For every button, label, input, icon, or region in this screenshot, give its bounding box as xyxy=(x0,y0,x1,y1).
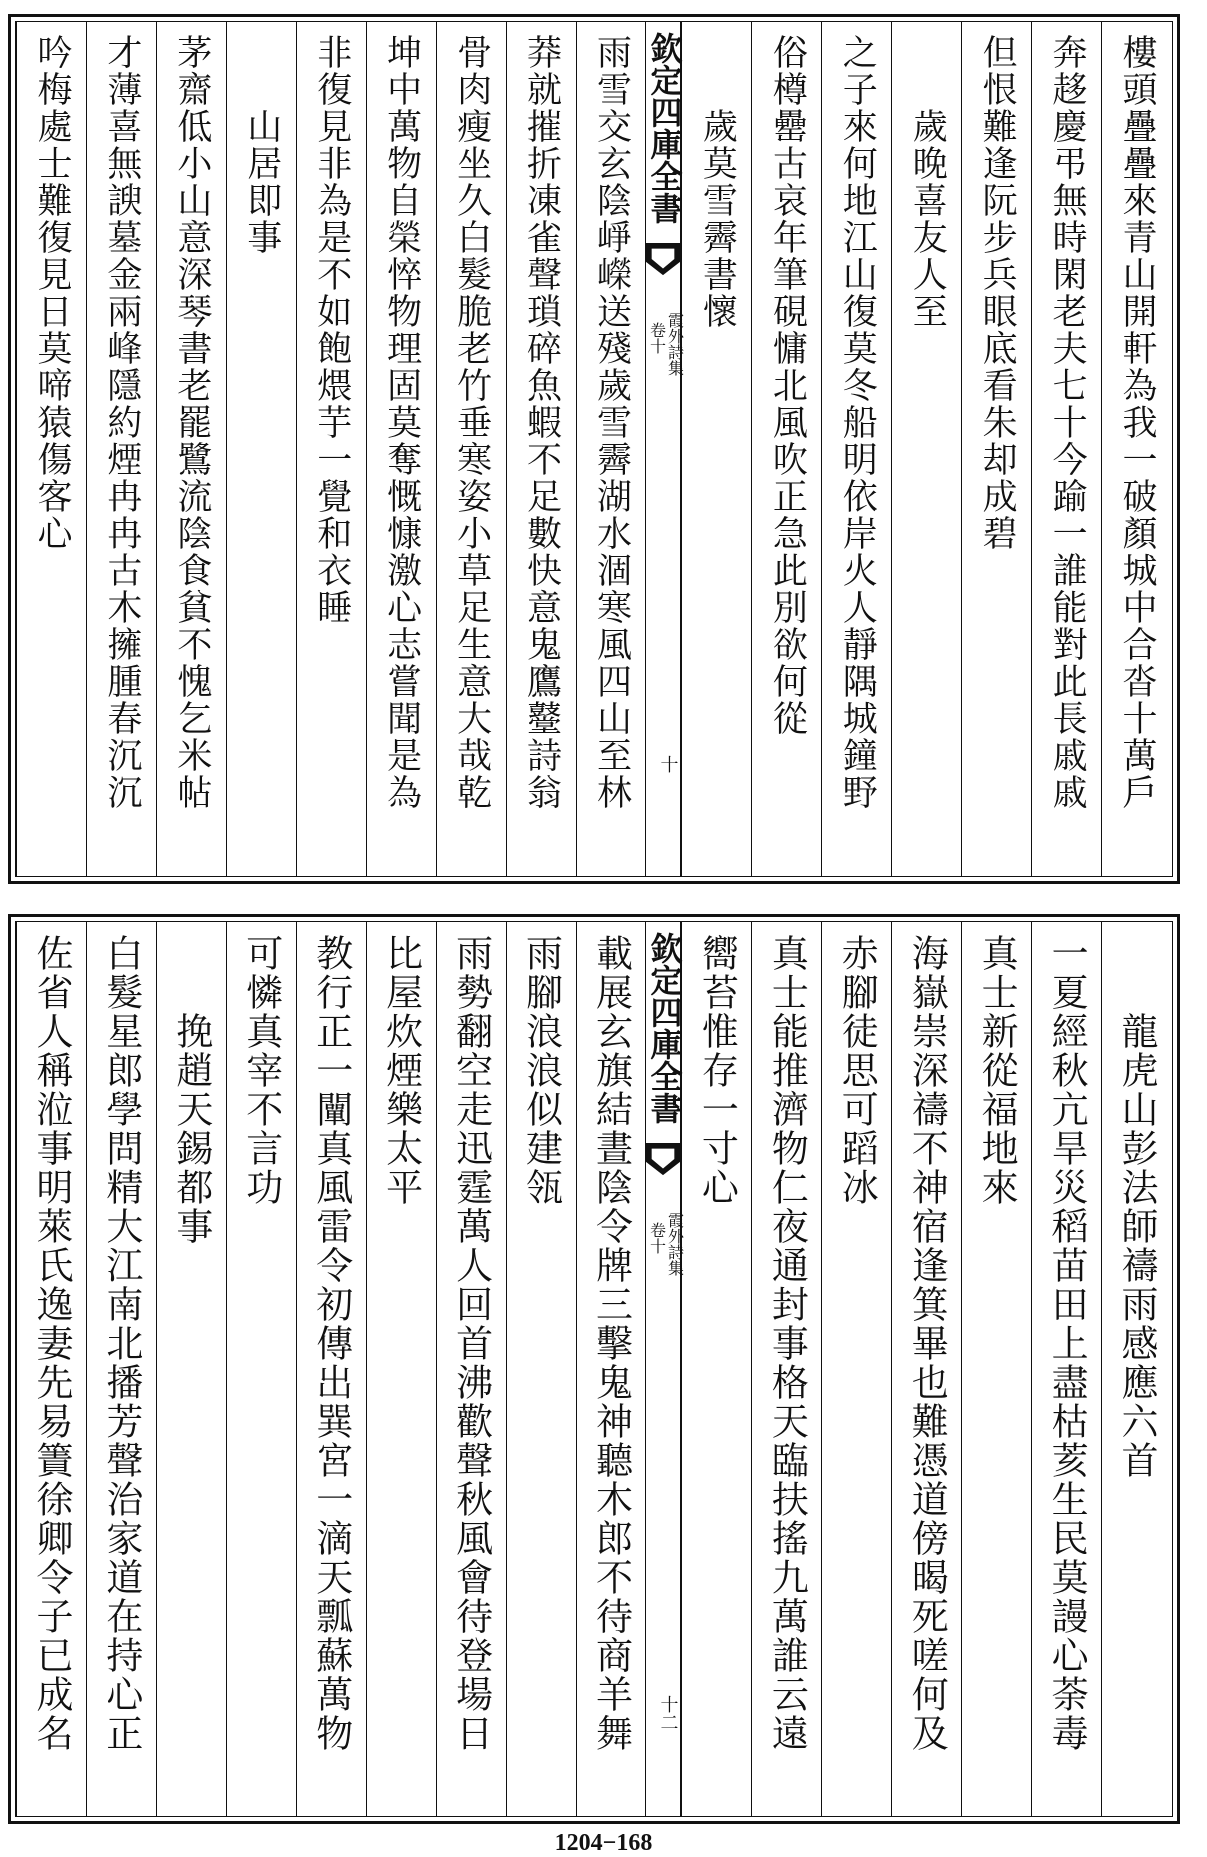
column-text: 俗樽罍古哀年筆硯慵北風吹正急此別欲何從 xyxy=(767,34,808,737)
column-text: 雨雪交玄陰崢嶸送殘歲雪霽湖水涸寒風四山至林 xyxy=(591,34,632,811)
text-column xyxy=(16,922,86,1816)
text-column xyxy=(961,22,1031,876)
column-text: 吟梅處士難復見日莫啼猿傷客心 xyxy=(31,34,72,552)
column-text: 教行正一闡真風雷令初傳出巽宮一滴天瓢蘇萬物 xyxy=(309,934,353,1753)
page-number-footer: 1204−168 xyxy=(554,1830,653,1856)
column-text: 歲莫雪霽書懷 xyxy=(697,108,738,330)
column-text: 比屋炊煙樂太平 xyxy=(379,934,423,1207)
column-text: 奔趍慶弔無時閑老夫七十今踰一誰能對此長戚戚 xyxy=(1047,34,1088,811)
bottom-page-text-area xyxy=(15,921,1173,1817)
text-column xyxy=(86,922,156,1816)
bottom-page-panel xyxy=(8,914,1180,1824)
center-gutter xyxy=(645,22,685,876)
text-column xyxy=(961,922,1031,1816)
column-text: 茅齋低小山意深琴書老罷鷺流陰食貧不愧乞米帖 xyxy=(171,34,212,811)
gutter-title: 欽定四庫全書 xyxy=(645,932,684,1124)
text-column xyxy=(1101,922,1171,1816)
text-column xyxy=(681,922,751,1816)
top-page-panel xyxy=(8,14,1180,884)
text-column xyxy=(506,922,576,1816)
text-column xyxy=(681,22,751,876)
text-column xyxy=(891,22,961,876)
fishtail-mark-icon xyxy=(646,1142,680,1178)
column-text: 才薄喜無諛墓金兩峰隱約煙冉冉古木擁腫春沉沉 xyxy=(101,34,142,811)
text-column xyxy=(296,22,366,876)
text-column xyxy=(891,922,961,1816)
column-text: 龍虎山彭法師禱雨感應六首 xyxy=(1115,1012,1159,1480)
column-text: 真士新從福地來 xyxy=(975,934,1019,1207)
text-column xyxy=(366,922,436,1816)
text-column xyxy=(86,22,156,876)
column-text: 雨腳浪浪似建瓴 xyxy=(519,934,563,1207)
text-column xyxy=(296,922,366,1816)
text-column xyxy=(1031,922,1101,1816)
column-text: 佐省人稱涖事明萊氏逸妻先易簀徐卿令子已成名 xyxy=(29,934,73,1753)
gutter-book-title: 霞外詩集 xyxy=(665,1212,685,1276)
column-text: 莽就摧折凍雀聲瑣碎魚蝦不足數快意鬼鷹鼞詩翁 xyxy=(521,34,562,811)
text-column xyxy=(751,922,821,1816)
text-column xyxy=(751,22,821,876)
text-column xyxy=(16,22,86,876)
gutter-volume: 卷十 xyxy=(647,322,667,354)
column-text: 真士能推濟物仁夜通封事格天臨扶搖九萬誰云遠 xyxy=(765,934,809,1753)
gutter-page-number: 十二 xyxy=(657,1695,679,1731)
column-text: 樓頭疊疊來青山開軒為我一破顏城中合沓十萬戶 xyxy=(1117,34,1158,811)
column-text: 載展玄旗結晝陰令牌三擊鬼神聽木郎不待商羊舞 xyxy=(589,934,633,1753)
text-column xyxy=(821,22,891,876)
column-text: 山居即事 xyxy=(241,108,282,256)
column-text: 坤中萬物自榮悴物理固莫奪慨慷激心志嘗聞是為 xyxy=(381,34,422,811)
column-text: 白髮星郎學問精大江南北播芳聲治家道在持心正 xyxy=(99,934,143,1753)
column-text: 一夏經秋亢旱災稻苗田上盡枯荄生民莫謾心荼毒 xyxy=(1045,934,1089,1753)
text-column xyxy=(506,22,576,876)
column-text: 之子來何地江山復莫冬船明依岸火人靜隅城鐘野 xyxy=(837,34,878,811)
gutter-page-number: 十 xyxy=(657,755,679,773)
center-gutter xyxy=(645,922,685,1816)
column-text: 嚮苔惟存一寸心 xyxy=(695,934,739,1207)
text-column xyxy=(1031,22,1101,876)
text-column xyxy=(576,22,646,876)
column-text: 挽趙天錫都事 xyxy=(169,1012,213,1246)
text-column xyxy=(226,22,296,876)
text-column xyxy=(576,922,646,1816)
text-column xyxy=(156,22,226,876)
column-text: 歲晚喜友人至 xyxy=(907,108,948,330)
fishtail-mark-icon xyxy=(646,242,680,278)
column-text: 海嶽崇深禱不神宿逢箕畢也難憑道傍暍死嗟何及 xyxy=(905,934,949,1753)
column-text: 骨肉瘦坐久白髮脆老竹垂寒姿小草足生意大哉乾 xyxy=(451,34,492,811)
column-text: 但恨難逢阮步兵眼底看朱却成碧 xyxy=(977,34,1018,552)
text-column xyxy=(1101,22,1171,876)
text-column xyxy=(821,922,891,1816)
gutter-book-title: 霞外詩集 xyxy=(665,312,685,376)
text-column xyxy=(156,922,226,1816)
top-page-text-area xyxy=(15,21,1173,877)
text-column xyxy=(226,922,296,1816)
column-text: 非復見非為是不如飽煨芋一覺和衣睡 xyxy=(311,34,352,626)
gutter-title: 欽定四庫全書 xyxy=(645,32,684,224)
text-column xyxy=(366,22,436,876)
column-text: 雨勢翻空走迅霆萬人回首沸歡聲秋風會待登場日 xyxy=(449,934,493,1753)
column-text: 可憐真宰不言功 xyxy=(239,934,283,1207)
gutter-volume: 卷十 xyxy=(647,1222,667,1254)
text-column xyxy=(436,922,506,1816)
text-column xyxy=(436,22,506,876)
column-text: 赤腳徒思可蹈冰 xyxy=(835,934,879,1207)
